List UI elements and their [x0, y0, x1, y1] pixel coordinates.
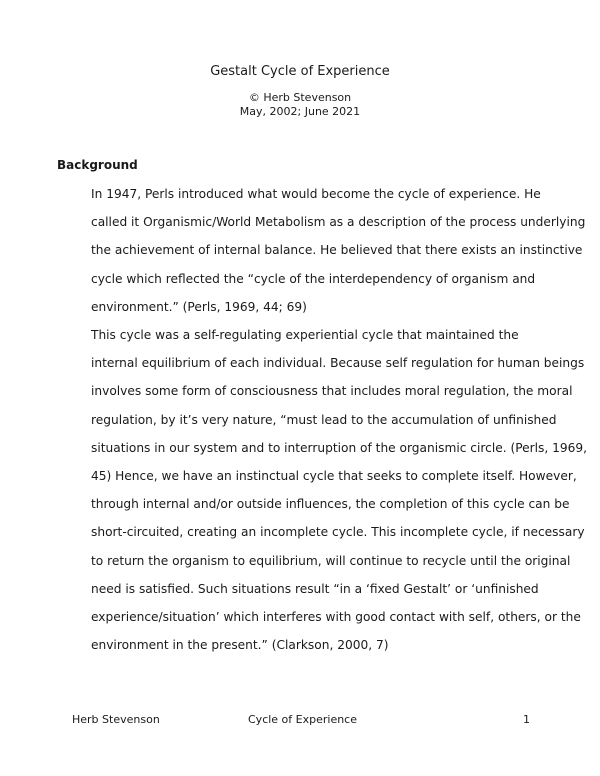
paragraph-2 [57, 321, 588, 659]
text-line: through internal and/or outside influences, the completion of this cycle can be [91, 497, 570, 512]
text-line: environment in the present.” (Clarkson, 2000, 7) [91, 638, 389, 653]
footer-title: Cycle of Experience [248, 713, 358, 726]
text-line: experience/situation’ which interferes with good contact with self, others, or the [91, 610, 581, 625]
text-line: involves some form of consciousness that includes moral regulation, the moral [91, 384, 573, 399]
author-line: © Herb Stevenson [248, 91, 352, 104]
author-block [0, 91, 600, 119]
text-line: situations in our system and to interruption of the organismic circle. (Perls, 1969, [91, 440, 588, 455]
text-line: In 1947, Perls introduced what would become the cycle of experience. He [91, 187, 541, 201]
footer-author: Herb Stevenson [72, 713, 160, 726]
document-title: Gestalt Cycle of Experience [210, 64, 390, 79]
text-line: short-circuited, creating an incomplete cycle. This incomplete cycle, if necessary [91, 525, 585, 540]
body-text [57, 180, 588, 659]
paragraph-1 [57, 180, 586, 321]
text-line: the achievement of internal balance. He believed that there exists an instinctive [91, 243, 583, 258]
text-line: need is satisfied. Such situations result “in a ‘fixed Gestalt’ or ‘unfinished [91, 581, 539, 596]
text-line: cycle which reflected the “cycle of the interdependency of organism and [91, 271, 536, 286]
date-line: May, 2002; June 2021 [239, 105, 361, 118]
section-heading: Background [57, 158, 138, 172]
text-line: internal equilibrium of each individual. Because self regulation for human beings [91, 356, 585, 371]
text-line: environment.” (Perls, 1969, 44; 69) [91, 299, 307, 314]
text-line: regulation, by it’s very nature, “must lead to the accumulation of unfinished [91, 412, 557, 427]
footer-page-number: 1 [523, 713, 530, 726]
text-line: to return the organism to equilibrium, will continue to recycle until the original [91, 553, 571, 568]
text-line: called it Organismic/World Metabolism as a description of the process underlying [91, 215, 586, 230]
text-line: 45) Hence, we have an instinctual cycle that seeks to complete itself. However, [91, 469, 577, 484]
text-line: This cycle was a self-regulating experiential cycle that maintained the [91, 328, 519, 343]
